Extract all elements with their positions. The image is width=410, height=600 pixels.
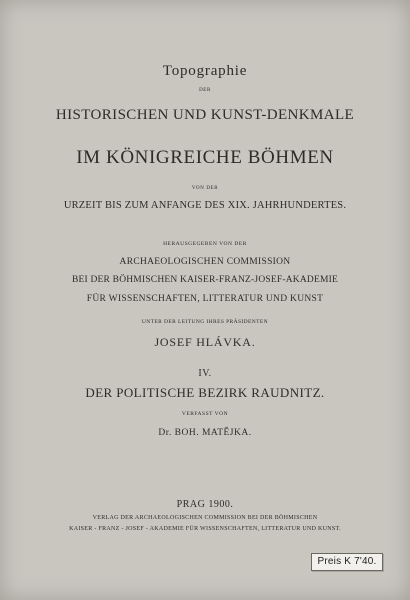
period-connector: VON DER bbox=[191, 186, 219, 191]
academy-line: BEI DER BÖHMISCHEN KAISER-FRANZ-JOSEF-AKADEMIE bbox=[72, 275, 338, 285]
editor-intro: HERAUSGEGEBEN VON DER bbox=[163, 241, 247, 247]
commission-line: ARCHAEOLOGISCHEN COMMISSION bbox=[119, 257, 291, 267]
book-title: Topographie bbox=[162, 63, 248, 79]
president-name: JOSEF HLÁVKA. bbox=[154, 335, 256, 349]
kingdom-line: IM KÖNIGREICHE BÖHMEN bbox=[76, 147, 334, 168]
period-line: URZEIT BIS ZUM ANFANGE DES XIX. JAHRHUNDERTES. bbox=[63, 200, 347, 211]
sciences-line: FÜR WISSENSCHAFTEN, LITTERATUR UND KUNST bbox=[86, 294, 324, 304]
author-name: Dr. BOH. MATĚJKA. bbox=[158, 428, 252, 438]
subject-line: HISTORISCHEN UND KUNST-DENKMALE bbox=[55, 107, 355, 123]
place-year: PRAG 1900. bbox=[176, 499, 234, 510]
leadership-intro: UNTER DER LEITUNG IHRES PRÄSIDENTEN bbox=[141, 319, 269, 325]
publisher-line-2: KAISER - FRANZ - JOSEF - AKADEMIE FÜR WISSENSCHAFTEN, LITTERATUR UND KUNST. bbox=[69, 526, 341, 532]
publisher-line-1: VERLAG DER ARCHAEOLOGISCHEN COMMISSION BEI DER BÖHMISCHEN bbox=[92, 515, 318, 521]
district-title: DER POLITISCHE BEZIRK RAUDNITZ. bbox=[85, 385, 325, 400]
author-intro: VERFASST VON bbox=[181, 411, 229, 417]
title-connector: DER bbox=[199, 88, 211, 93]
volume-number: IV. bbox=[198, 368, 212, 379]
price-sticker: Preis K 7'40. bbox=[311, 553, 383, 571]
